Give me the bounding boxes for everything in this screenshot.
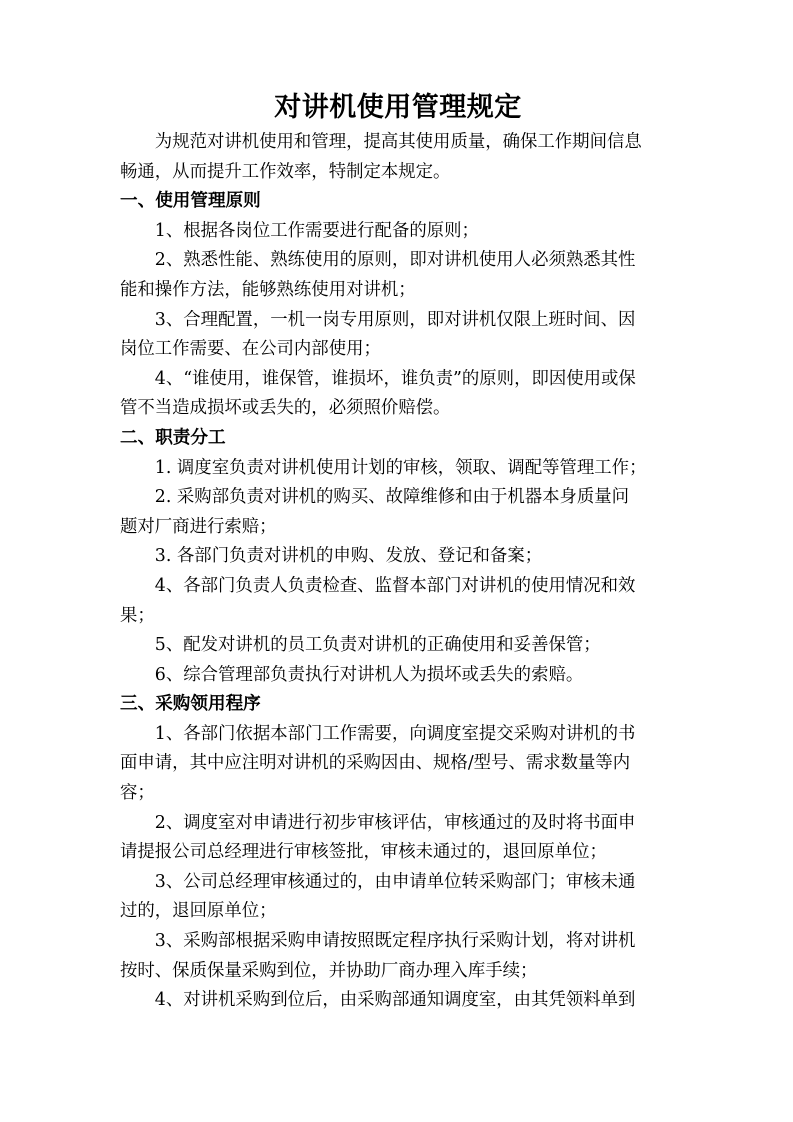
item-line: 果； (120, 605, 155, 626)
item-line: 4、对讲机采购到位后，由采购部通知调度室，由其凭领料单到 (154, 990, 636, 1011)
item-line: 岗位工作需要、在公司内部使用； (120, 339, 381, 360)
section-usage-principles (120, 187, 676, 424)
item-line: 管不当造成损坏或丢失的，必须照价赔偿。 (120, 398, 451, 419)
item-line: 3、合理配置，一机一岗专用原则，即对讲机仅限上班时间、因 (154, 309, 636, 330)
item-line: 2. 采购部负责对讲机的购买、故障维修和由于机器本身质量问 (154, 487, 630, 508)
item-line: 4、各部门负责人负责检查、监督本部门对讲机的使用情况和效 (154, 575, 636, 596)
item-line: 面申请，其中应注明对讲机的采购因由、规格/型号、需求数量等内 (120, 753, 631, 774)
intro-paragraph (120, 128, 676, 187)
item-line: 请提报公司总经理进行审核签批，审核未通过的，退回原单位； (120, 842, 607, 863)
item-line: 按时、保质保量采购到位，并协助厂商办理入库手续； (120, 960, 538, 981)
document-page (120, 88, 676, 1016)
item-line: 5、配发对讲机的员工负责对讲机的正确使用和妥善保管； (154, 635, 601, 656)
list-item (120, 661, 676, 691)
list-item (120, 868, 676, 927)
list-item (120, 454, 676, 484)
list-item (120, 306, 676, 365)
list-item (120, 246, 676, 305)
document-title: 对讲机使用管理规定 (274, 92, 522, 123)
section-heading: 三、采购领用程序 (120, 694, 261, 715)
section-heading: 一、使用管理原则 (120, 191, 261, 212)
list-item (120, 217, 676, 247)
item-line: 能和操作方法，能够熟练使用对讲机； (120, 279, 416, 300)
intro-line: 畅通，从而提升工作效率，特制定本规定。 (120, 161, 451, 182)
item-line: 3、公司总经理审核通过的，由申请单位转采购部门；审核未通 (154, 871, 636, 892)
list-item (120, 927, 676, 986)
intro-line: 为规范对讲机使用和管理，提高其使用质量，确保工作期间信息 (154, 132, 642, 152)
list-item (120, 365, 676, 424)
list-item (120, 542, 676, 572)
item-line: 3. 各部门负责对讲机的申购、发放、登记和备案； (154, 546, 543, 567)
item-line: 3、采购部根据采购申请按照既定程序执行采购计划，将对讲机 (154, 931, 636, 952)
item-line: 题对厂商进行索赔； (120, 516, 277, 537)
item-line: 过的，退回原单位； (120, 901, 277, 922)
section-responsibilities (120, 424, 676, 690)
item-line: 1. 调度室负责对讲机使用计划的审核，领取、调配等管理工作； (154, 457, 647, 478)
list-item (120, 572, 676, 631)
item-line: 4、“谁使用，谁保管，谁损坏，谁负责”的原则，即因使用或保 (154, 368, 636, 389)
item-line: 2、调度室对申请进行初步审核评估，审核通过的及时将书面申 (154, 812, 636, 833)
item-line: 2、熟悉性能、熟练使用的原则，即对讲机使用人必须熟悉其性 (154, 250, 636, 271)
item-line: 1、根据各岗位工作需要进行配备的原则； (154, 220, 479, 241)
item-line: 6、综合管理部负责执行对讲机人为损坏或丢失的索赔。 (154, 664, 584, 685)
section-heading: 二、职责分工 (120, 427, 226, 448)
section-procurement-procedure (120, 690, 676, 1016)
list-item (120, 720, 676, 809)
item-line: 容； (120, 783, 155, 804)
list-item (120, 809, 676, 868)
list-item (120, 986, 676, 1016)
list-item (120, 483, 676, 542)
list-item (120, 631, 676, 661)
item-line: 1、各部门依据本部门工作需要，向调度室提交采购对讲机的书 (154, 723, 636, 744)
